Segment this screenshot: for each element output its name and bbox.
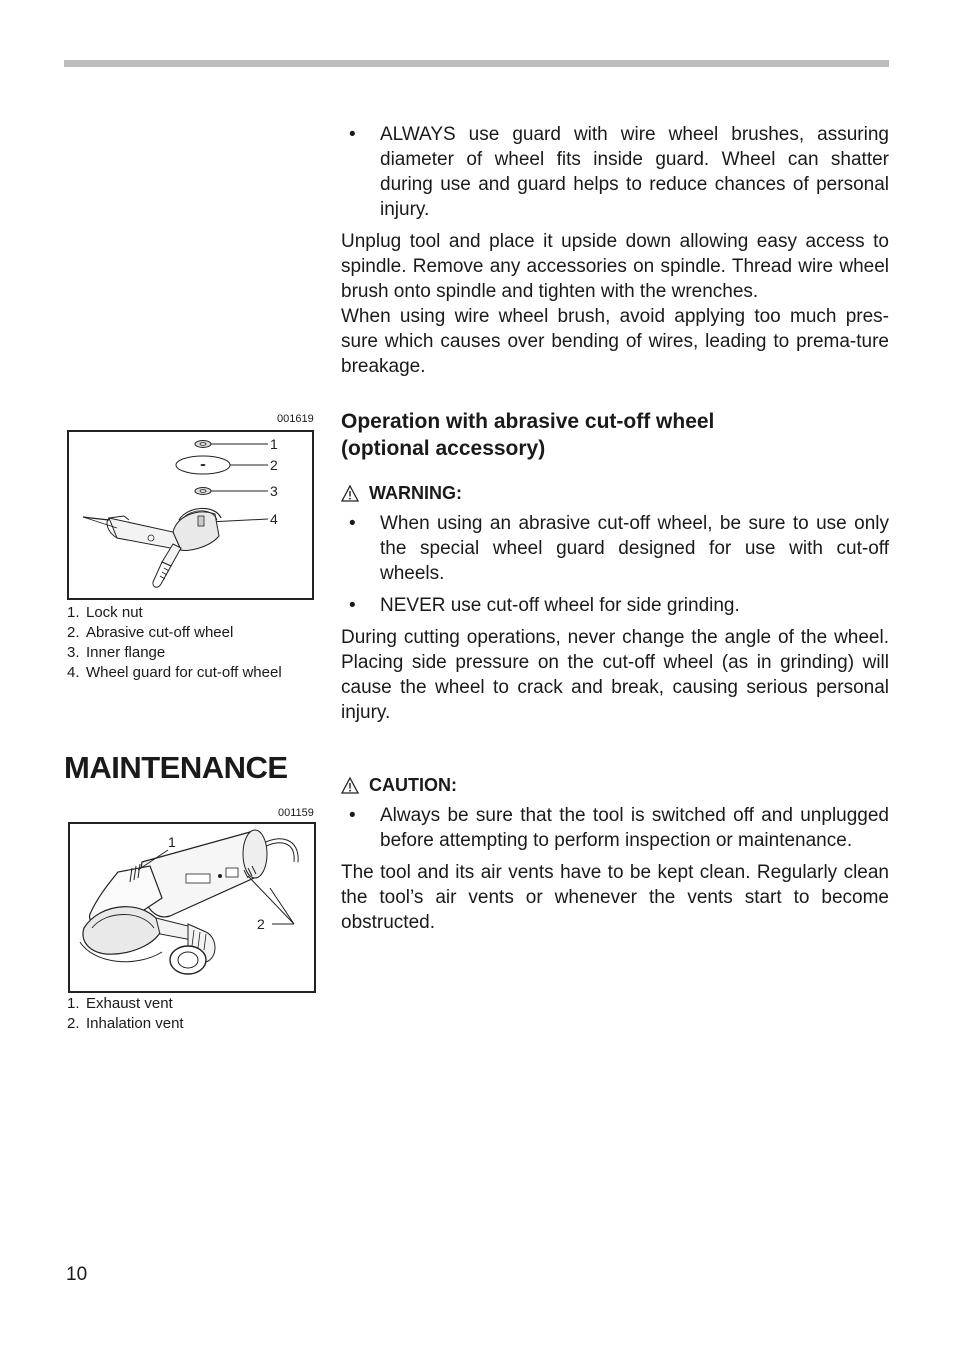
- paragraph: Unplug tool and place it upside down allowing easy access to spindle. Remove any accessories on spindle. Thread wire wheel brush onto spindle and tighten with the wrenches.: [341, 231, 889, 302]
- bullet-item: [341, 511, 889, 586]
- callout-1: 1: [168, 834, 176, 850]
- callout-2: 2: [270, 457, 278, 473]
- figure1-caption-list: [67, 603, 282, 683]
- bullet-text: Always be sure that the tool is switched off and unplugged before attempting to perform inspection or maintenance.: [380, 805, 889, 851]
- caption-item: 1. Exhaust vent: [67, 995, 173, 1012]
- warning-text: WARNING:: [369, 483, 462, 503]
- heading-line: Operation with abrasive cut-off wheel: [341, 410, 715, 433]
- callout-3: 3: [270, 483, 278, 499]
- wire-brush-section: [341, 122, 889, 379]
- grinder-assembly-illustration: [69, 432, 312, 598]
- top-rule: [64, 60, 889, 67]
- callout-4: 4: [270, 511, 278, 527]
- caption-item: 4. Wheel guard for cut-off wheel: [67, 664, 282, 681]
- bullet-dot: •: [349, 513, 356, 534]
- warning-label: [341, 482, 889, 504]
- grinder-vents-illustration: [70, 824, 314, 991]
- figure-code: 001159: [278, 807, 314, 819]
- cutoff-section: [341, 408, 889, 725]
- maintenance-body: [341, 774, 889, 935]
- bullet-item: [341, 593, 889, 618]
- bullet-item: [341, 803, 889, 853]
- bullet-text: ALWAYS use guard with wire wheel brushes, assuring diameter of wheel fits inside guard. Wheel can shatter during use and guard helps to reduce chances of personal injury.: [380, 124, 889, 220]
- bullet-text: NEVER use cut-off wheel for side grinding.: [380, 595, 740, 616]
- paragraph: The tool and its air vents have to be kept clean. Regularly clean the tool’s air vents or whenever the vents start to become obstructed.: [341, 862, 889, 933]
- callout-2: 2: [257, 916, 265, 932]
- bullet-text: When using an abrasive cut-off wheel, be sure to use only the special wheel guard designed for use with cut-off wheels.: [380, 513, 889, 584]
- caption-item: 3. Inner flange: [67, 644, 166, 661]
- figure-code: 001619: [277, 413, 314, 425]
- warning-triangle-icon: [341, 485, 359, 502]
- paragraph: When using wire wheel brush, avoid applying too much pres-sure which causes over bending of wires, leading to prema-ture breakage.: [341, 306, 889, 377]
- caution-label: [341, 774, 889, 796]
- paragraph: During cutting operations, never change the angle of the wheel. Placing side pressure on the cut-off wheel (as in grinding) will cause the wheel to crack and break, causing serious personal injury.: [341, 627, 889, 723]
- caption-item: 2. Inhalation vent: [67, 1015, 184, 1032]
- figure-cutoff-wheel-assembly: [67, 430, 314, 600]
- page-number: 10: [66, 1264, 88, 1285]
- caution-text: CAUTION:: [369, 775, 457, 795]
- bullet-dot: •: [349, 595, 356, 616]
- bullet-dot: •: [349, 805, 356, 826]
- heading-line: (optional accessory): [341, 437, 546, 460]
- callout-1: 1: [270, 436, 278, 452]
- section-title: MAINTENANCE: [64, 750, 288, 785]
- figure-air-vents: [68, 822, 316, 993]
- section-heading: [341, 408, 889, 462]
- caption-item: 1. Lock nut: [67, 604, 143, 621]
- figure2-caption-list: [67, 994, 184, 1034]
- caption-item: 2. Abrasive cut-off wheel: [67, 624, 234, 641]
- bullet-dot: •: [349, 124, 356, 145]
- caution-triangle-icon: [341, 777, 359, 794]
- bullet-item: [341, 122, 889, 222]
